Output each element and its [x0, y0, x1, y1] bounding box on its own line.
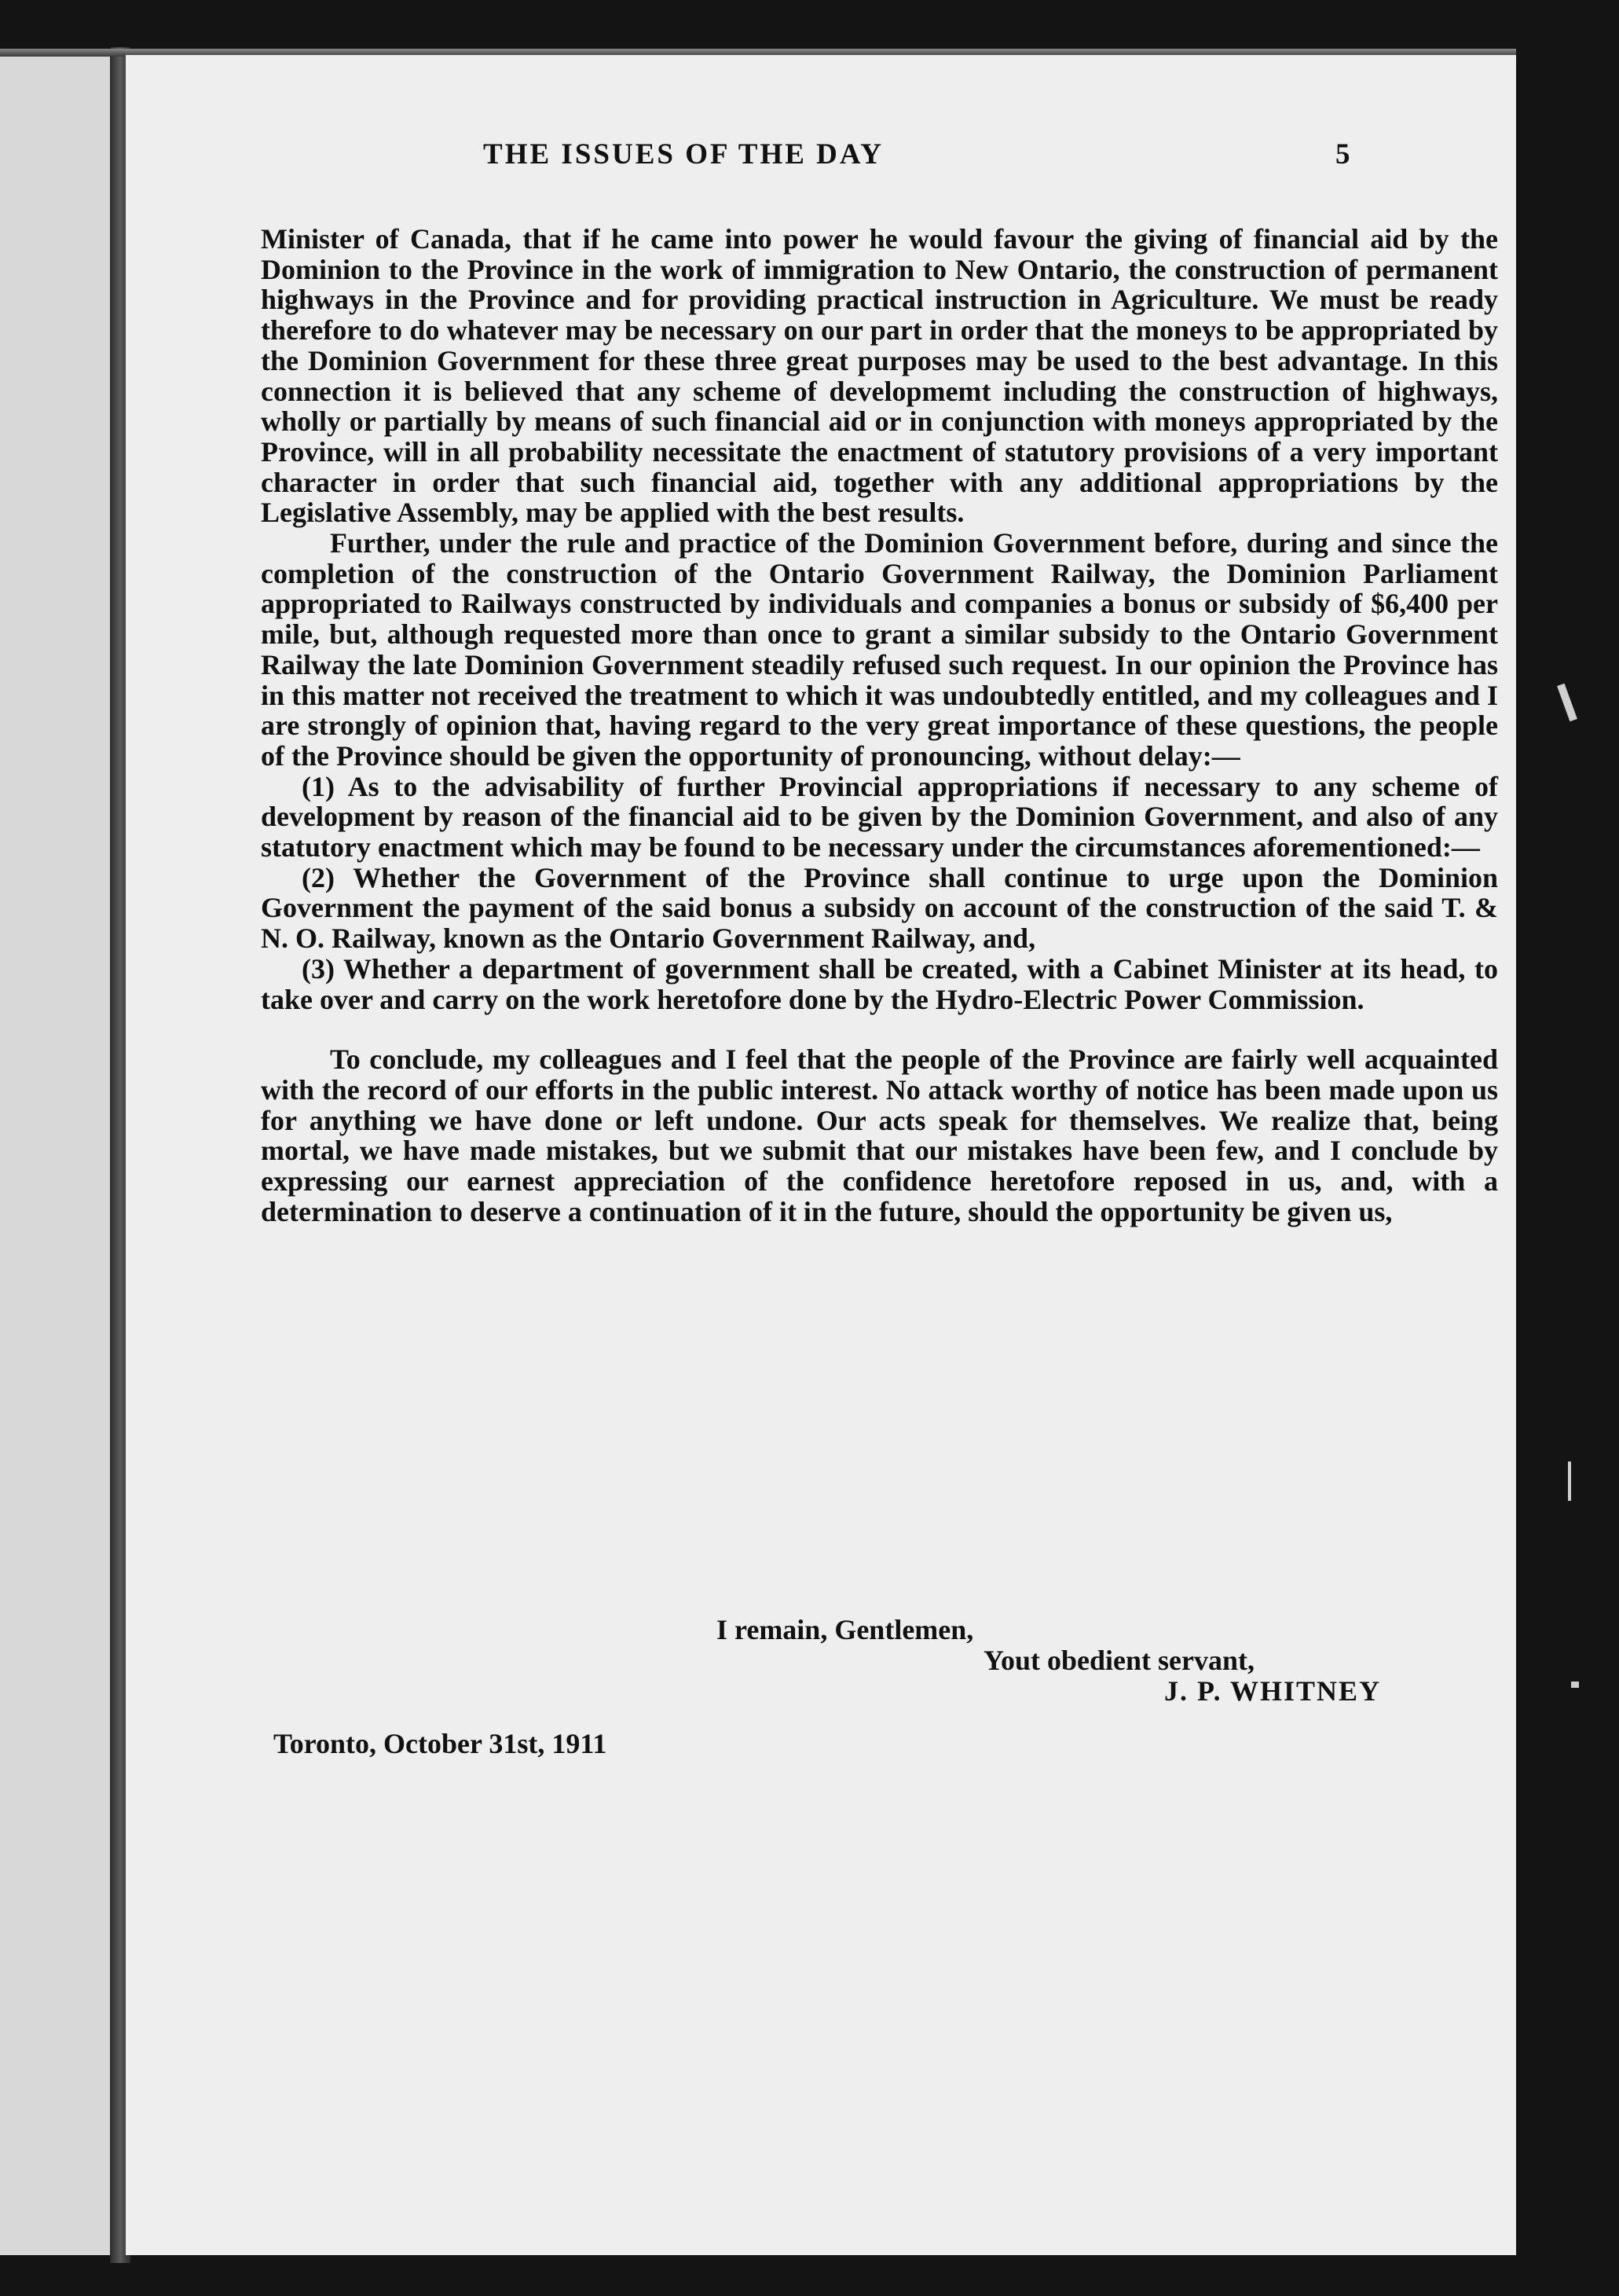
list-item-3: (3) Whether a department of government shall be created, with a Cabinet Minister at its head, to take over and carry on the work heretofore done by the Hydro-Electric Power Commission.	[261, 952, 1498, 1015]
book-page	[126, 55, 1516, 2255]
scan-artifact	[1571, 1682, 1579, 1688]
running-title: THE ISSUES OF THE DAY	[483, 138, 884, 171]
paragraph-conclusion: To conclude, my colleagues and I feel that the people of the Province are fairly well acquainted with the record of our efforts in the public interest. No attack worthy of notice has been made upon us for anything we have done or left undone. Our acts speak for themselves. We realize that, being mortal, we have made mistakes, but we submit that our mistakes have been few, and I conclude by expressing our earnest appreciation of the confidence heretofore reposed in us, and, with a determination to deserve a continuation of it in the future, should the opportunity be given us,	[261, 1043, 1498, 1227]
facing-page-edge	[0, 55, 118, 2255]
salutation: I remain, Gentlemen,	[716, 1614, 974, 1645]
dateline: Toronto, October 31st, 1911	[273, 1728, 607, 1759]
running-head	[126, 138, 1516, 185]
signature: J. P. WHITNEY	[1164, 1675, 1382, 1707]
letter-body	[261, 224, 1498, 1227]
page-number: 5	[1335, 138, 1350, 171]
list-item-1: (1) As to the advisability of further Provincial appropriations if necessary to any scheme of development by reason of the financial aid to be given by the Dominion Government, and also of any statutory enactment which may be found to be necessary under the circumstances aforementioned:—	[261, 770, 1498, 864]
scan-artifact	[1557, 684, 1577, 722]
letter-closing	[261, 1615, 1498, 1707]
paragraph-further: Further, under the rule and practice of the Dominion Government before, during and since the completion of the construction of the Ontario Government Railway, the Dominion Parliament appropriated to Railways constructed by individuals and companies a bonus or subsidy of $6,400 per mile, but, although requested more than once to grant a similar subsidy to the Ontario Government Railway the late Dominion Government steadily refused such request. In our opinion the Province has in this matter not received the treatment to which it was undoubtedly entitled, and my colleagues and I are strongly of opinion that, having regard to the very great importance of these questions, the people of the Province should be given the opportunity of pronouncing, without delay:—	[261, 527, 1498, 772]
valediction: Yout obedient servant,	[983, 1645, 1255, 1676]
paragraph-continued: Minister of Canada, that if he came into power he would favour the giving of financial aid by the Dominion to the Province in the work of immigration to New Ontario, the construction of permanent highways in the Province and for providing practical instruction in Agriculture. We must be ready therefore to do whatever may be necessary on our part in order that the moneys to be appropriated by the Dominion Government for these three great purposes may be used to the best advantage. In this connection it is believed that any scheme of developmemt including the construction of highways, wholly or partially by means of such financial aid or in conjunction with moneys appropriated by the Province, will in all probability necessitate the enactment of statutory provisions of a very important character in order that such financial aid, together with any additional appropriations by the Legislative Assembly, may be applied with the best results.	[261, 223, 1498, 529]
scan-artifact	[1568, 1462, 1571, 1501]
list-item-2: (2) Whether the Government of the Province shall continue to urge upon the Dominion Government the payment of the said bonus a subsidy on account of the construction of the said T. & N. O. Railway, known as the Ontario Government Railway, and,	[261, 861, 1498, 955]
